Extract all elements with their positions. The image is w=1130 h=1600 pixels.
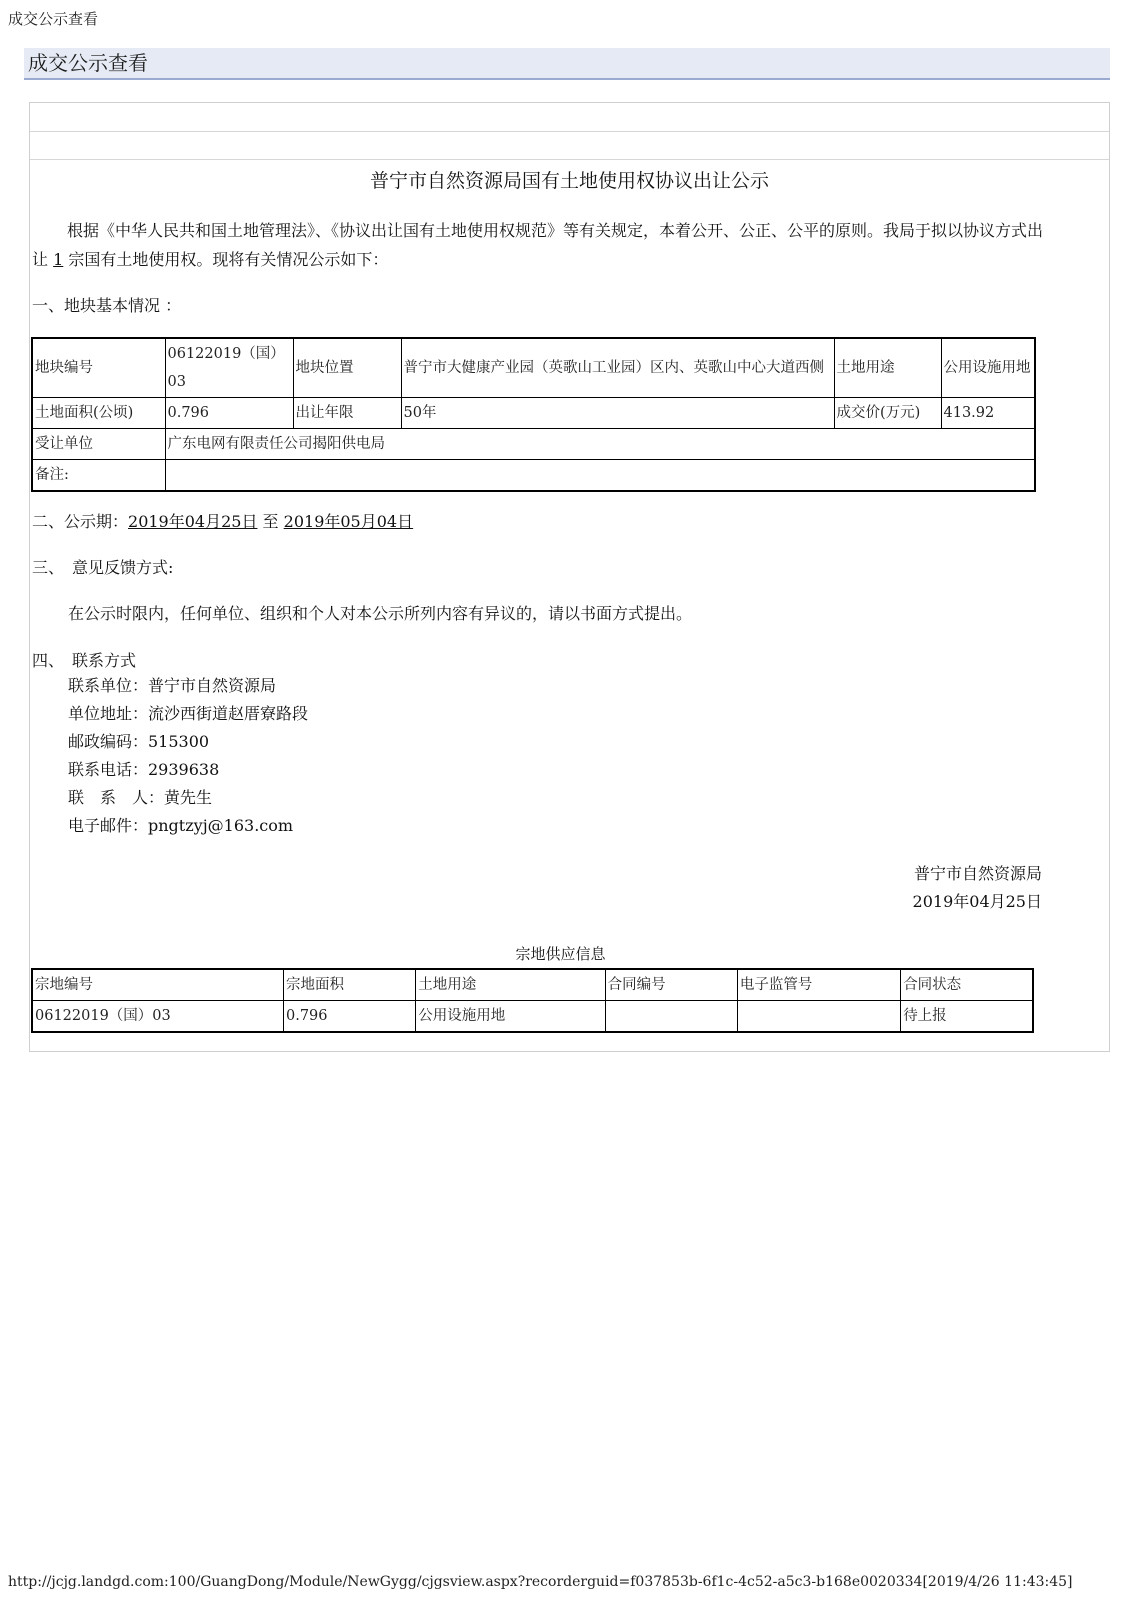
land-use-value: 公用设施用地: [941, 338, 1035, 398]
section-feedback: 三、 意见反馈方式:: [32, 558, 174, 577]
column-header: 土地用途: [416, 969, 605, 1001]
contact-address: 单位地址：流沙西街道赵厝寮路段: [68, 704, 309, 723]
print-footer-url: http://jcjg.landgd.com:100/GuangDong/Module/NewGygg/cjgsview.aspx?recorderguid=f037853b-6f1c-4c52-a5c3-b168e0020334[2019/4/26 11:43:45]: [8, 1574, 1073, 1590]
section-parcel-info: 一、地块基本情况 ：: [32, 296, 182, 315]
column-header: 宗地编号: [32, 969, 284, 1001]
table-cell: 06122019（国）03: [32, 1001, 284, 1033]
contact-email: 电子邮件：pngtzyj@163.com: [68, 816, 294, 835]
parcel-no-value: 06122019（国）03: [165, 338, 293, 398]
table-cell: 待上报: [901, 1001, 1033, 1033]
table-row: [32, 460, 1035, 492]
transfer-term-value: 50年: [401, 398, 834, 429]
parcel-table: [31, 337, 1036, 492]
period-start-date: 2019年04月25日: [128, 512, 258, 531]
column-header: 合同状态: [901, 969, 1033, 1001]
parcel-location-value: 普宁市大健康产业园（英歌山工业园）区内、英歌山中心大道西侧: [401, 338, 834, 398]
parcel-no-label: 地块编号: [32, 338, 165, 398]
contact-phone: 联系电话：2939638: [68, 760, 220, 779]
grantee-value: 广东电网有限责任公司揭阳供电局: [165, 429, 1035, 460]
grantee-label: 受让单位: [32, 429, 165, 460]
land-area-label: 土地面积(公顷): [32, 398, 165, 429]
print-header: 成交公示查看: [8, 10, 99, 28]
supply-caption: 宗地供应信息: [515, 945, 606, 963]
table-row: [32, 398, 1035, 429]
table-cell: [605, 1001, 737, 1033]
table-row: [32, 429, 1035, 460]
period-label: 二、公示期：: [32, 512, 129, 531]
table-cell: 0.796: [284, 1001, 416, 1033]
column-header: 电子监管号: [737, 969, 900, 1001]
table-row: [32, 1001, 1033, 1033]
contact-list: [68, 672, 308, 840]
column-header: 宗地面积: [284, 969, 416, 1001]
notice-title: 普宁市自然资源局国有土地使用权协议出让公示: [369, 170, 769, 192]
supply-table: [31, 968, 1034, 1033]
feedback-text: 在公示时限内，任何单位、组织和个人对本公示所列内容有异议的，请以书面方式提出。: [68, 604, 693, 623]
section-contact: 四、 联系方式: [32, 651, 137, 670]
land-area-value: 0.796: [165, 398, 293, 429]
intro-paragraph: [32, 216, 1052, 274]
table-cell: 公用设施用地: [416, 1001, 605, 1033]
column-header: 合同编号: [605, 969, 737, 1001]
contact-person: 联 系 人：黄先生: [68, 788, 213, 807]
frame-divider: [30, 159, 1109, 160]
frame-divider: [30, 131, 1109, 132]
period-end-date: 2019年05月04日: [283, 512, 414, 531]
intro-text-end: 宗国有土地使用权。现将有关情况公示如下：: [63, 250, 389, 269]
land-use-label: 土地用途: [834, 338, 941, 398]
contact-org: 联系单位：普宁市自然资源局: [68, 676, 277, 695]
contact-postcode: 邮政编码：515300: [68, 732, 210, 751]
remark-value: [165, 460, 1035, 492]
intro-text: 根据《中华人民共和国土地管理法》、《协议出让国有土地使用权规范》等有关规定，本着公开、公正、公平的原则。我局于拟以协议方式出让: [32, 221, 1044, 269]
deal-price-label: 成交价(万元): [834, 398, 941, 429]
parcel-location-label: 地块位置: [293, 338, 401, 398]
period-separator: 至: [257, 512, 284, 531]
table-cell: [737, 1001, 900, 1033]
parcel-count: 1: [53, 250, 64, 269]
table-header-row: [32, 969, 1033, 1001]
signature-org: 普宁市自然资源局: [913, 864, 1042, 883]
signature-date: 2019年04月25日: [912, 892, 1042, 911]
deal-price-value: 413.92: [941, 398, 1035, 429]
transfer-term-label: 出让年限: [293, 398, 401, 429]
table-row: [32, 338, 1035, 398]
page-title-bar: 成交公示查看: [24, 48, 1110, 80]
remark-label: 备注:: [32, 460, 165, 492]
section-period: [32, 509, 413, 532]
